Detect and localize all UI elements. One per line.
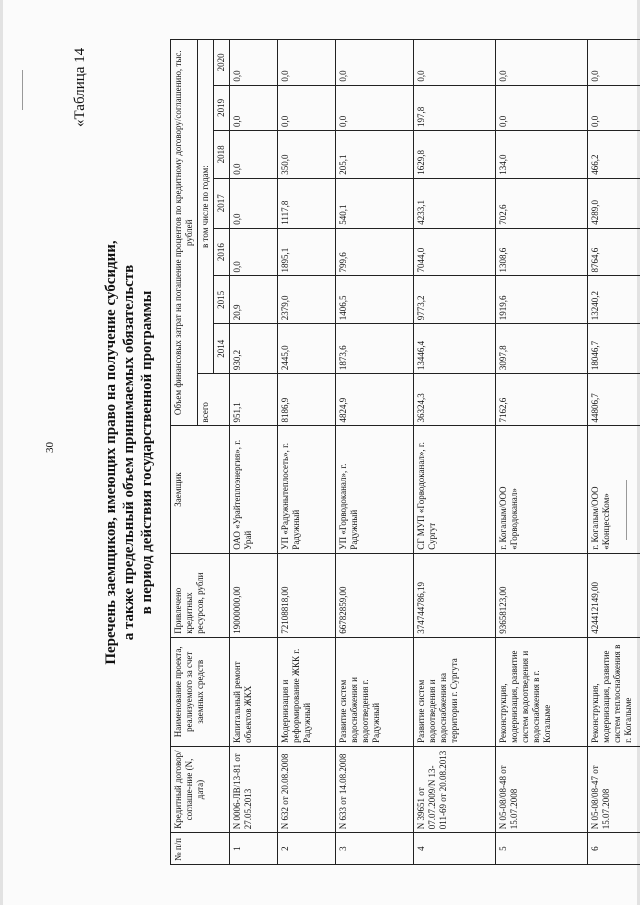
page-number: 30 bbox=[44, 442, 56, 453]
cell-year-value: 2445,0 bbox=[278, 324, 336, 374]
cell-year-value: 0,0 bbox=[230, 178, 278, 228]
cell-year-value: 0,0 bbox=[230, 40, 278, 86]
cell-num: 1 bbox=[230, 833, 278, 865]
header-year: 2020 bbox=[214, 40, 230, 86]
title-line: а также предельный объем принимаемых обязательств bbox=[121, 264, 137, 641]
cell-total: 8186,9 bbox=[278, 374, 336, 426]
title-line: в период действия государственной программы bbox=[139, 290, 155, 615]
cell-year-value: 0,0 bbox=[336, 85, 414, 130]
cell-attracted: 66782859,00 bbox=[336, 553, 414, 637]
cell-attracted: 93658123,00 bbox=[496, 553, 588, 637]
cell-attracted: 374744786,19 bbox=[414, 553, 496, 637]
table-row bbox=[336, 40, 414, 865]
cell-contract: N 05-08/08-48 от 15.07.2008 bbox=[496, 746, 588, 832]
cell-project: Реконструкция, модернизация, развитие систем водоотведения и водоснабжения в г. Когалыме bbox=[496, 637, 588, 746]
cell-total: 4824,9 bbox=[336, 374, 414, 426]
cell-project: Капитальный ремонт объектов ЖКХ bbox=[230, 637, 278, 746]
cell-year-value: 4233,1 bbox=[414, 178, 496, 228]
cell-year-value: 0,0 bbox=[496, 40, 588, 86]
cell-project: Развитие систем водоснабжения и водоотведения г. Радужный bbox=[336, 637, 414, 746]
cell-total: 44806,7 bbox=[588, 374, 640, 426]
cell-year-value: 1919,6 bbox=[496, 276, 588, 324]
document-title bbox=[102, 0, 156, 905]
header-year: 2018 bbox=[214, 131, 230, 179]
cell-year-value: 9773,2 bbox=[414, 276, 496, 324]
header-borrower: Заемщик bbox=[171, 426, 230, 553]
cell-borrower: УП «Горводоканал», г. Радужный bbox=[336, 426, 414, 553]
cell-year-value: 0,0 bbox=[588, 40, 640, 86]
cell-year-value: 8764,6 bbox=[588, 228, 640, 276]
cell-num: 5 bbox=[496, 833, 588, 865]
cell-num: 6 bbox=[588, 833, 640, 865]
cell-borrower: г. Когалым/ООО «КонцессКом» bbox=[588, 426, 640, 553]
cell-year-value: 0,0 bbox=[414, 40, 496, 86]
cell-attracted: 72108818,00 bbox=[278, 553, 336, 637]
cell-year-value: 134,0 bbox=[496, 131, 588, 179]
cell-year-value: 799,6 bbox=[336, 228, 414, 276]
cell-year-value: 7044,0 bbox=[414, 228, 496, 276]
cell-project: Развитие систем водоотведения и водоснабжения на территории г. Сургута bbox=[414, 637, 496, 746]
cell-year-value: 4289,0 bbox=[588, 178, 640, 228]
cell-borrower: СГ МУП «Горводоканал», г. Сургут bbox=[414, 426, 496, 553]
cell-year-value: 0,0 bbox=[278, 85, 336, 130]
cell-project: Реконструкция, модернизация, развитие систем теплоснабжения в г. Когалыме bbox=[588, 637, 640, 746]
cell-year-value: 930,2 bbox=[230, 324, 278, 374]
cell-year-value: 1895,1 bbox=[278, 228, 336, 276]
cell-contract: N 633 от 14.08.2008 bbox=[336, 746, 414, 832]
cell-year-value: 0,0 bbox=[336, 40, 414, 86]
header-project: Наименование проекта, реализуемого за счет заемных средств bbox=[171, 637, 230, 746]
cell-year-value: 2379,0 bbox=[278, 276, 336, 324]
header-year: 2015 bbox=[214, 276, 230, 324]
cell-contract: N 05-08/08-47 от 15.07.2008 bbox=[588, 746, 640, 832]
cell-year-value: 13446,4 bbox=[414, 324, 496, 374]
cell-year-value: 0,0 bbox=[230, 85, 278, 130]
cell-year-value: 1873,6 bbox=[336, 324, 414, 374]
cell-year-value: 13240,2 bbox=[588, 276, 640, 324]
header-by-years: в том числе по годам: bbox=[198, 40, 214, 374]
cell-year-value: 350,0 bbox=[278, 131, 336, 179]
cell-year-value: 466,2 bbox=[588, 131, 640, 179]
table-row bbox=[588, 40, 640, 865]
table-row bbox=[230, 40, 278, 865]
cell-num: 2 bbox=[278, 833, 336, 865]
header-year: 2017 bbox=[214, 178, 230, 228]
cell-year-value: 702,6 bbox=[496, 178, 588, 228]
cell-year-value: 18046,7 bbox=[588, 324, 640, 374]
cell-year-value: 0,0 bbox=[230, 228, 278, 276]
cell-num: 4 bbox=[414, 833, 496, 865]
cell-year-value: 20,9 bbox=[230, 276, 278, 324]
table-label: «Таблица 14 bbox=[72, 47, 88, 127]
cell-year-value: 1629,8 bbox=[414, 131, 496, 179]
header-volume: Объем финансовых затрат на погашение процентов по кредитному договору/соглашению, тыс. рублей bbox=[171, 40, 198, 426]
cell-borrower: г. Когалым/ООО «Горводоканал» bbox=[496, 426, 588, 553]
table-row bbox=[414, 40, 496, 865]
cell-num: 3 bbox=[336, 833, 414, 865]
cell-attracted: 19000000,00 bbox=[230, 553, 278, 637]
header-num: № п/п bbox=[171, 833, 230, 865]
cell-year-value: 3097,8 bbox=[496, 324, 588, 374]
cell-total: 951,1 bbox=[230, 374, 278, 426]
cell-year-value: 1117,8 bbox=[278, 178, 336, 228]
borrowers-table bbox=[170, 39, 640, 865]
cell-year-value: 540,1 bbox=[336, 178, 414, 228]
header-year: 2014 bbox=[214, 324, 230, 374]
header-year: 2016 bbox=[214, 228, 230, 276]
title-line: Перечень заемщиков, имеющих право на получение субсидии, bbox=[103, 240, 119, 665]
header-year: 2019 bbox=[214, 85, 230, 130]
header-total: всего bbox=[198, 374, 230, 426]
header-attracted: Привлечено кредитных ресурсов, рубли bbox=[171, 553, 230, 637]
cell-contract: N 39651 от 07.07.2009/N 13-011-69 от 20.08.2013 bbox=[414, 746, 496, 832]
cell-year-value: 0,0 bbox=[496, 85, 588, 130]
table-row bbox=[496, 40, 588, 865]
cell-borrower: ОАО «Урайтеплоэнергия», г. Урай bbox=[230, 426, 278, 553]
cell-year-value: 0,0 bbox=[278, 40, 336, 86]
cell-year-value: 0,0 bbox=[588, 85, 640, 130]
cell-year-value: 1308,6 bbox=[496, 228, 588, 276]
cell-year-value: 0,0 bbox=[230, 131, 278, 179]
header-contract: Кредитный договор/соглаше-ние (N, дата) bbox=[171, 746, 230, 832]
cell-attracted: 424412149,00 bbox=[588, 553, 640, 637]
cell-total: 36324,3 bbox=[414, 374, 496, 426]
cell-year-value: 197,8 bbox=[414, 85, 496, 130]
cell-project: Модернизация и реформирование ЖКК г. Радужный bbox=[278, 637, 336, 746]
cell-year-value: 205,1 bbox=[336, 131, 414, 179]
cell-contract: N 632 от 20.08.2008 bbox=[278, 746, 336, 832]
table-row bbox=[278, 40, 336, 865]
cell-contract: N 0006-ЛВ/13-81 от 27.05.2013 bbox=[230, 746, 278, 832]
cell-year-value: 1406,5 bbox=[336, 276, 414, 324]
cell-total: 7162,6 bbox=[496, 374, 588, 426]
cell-borrower: УП «Радужнытеплосеть», г. Радужный bbox=[278, 426, 336, 553]
